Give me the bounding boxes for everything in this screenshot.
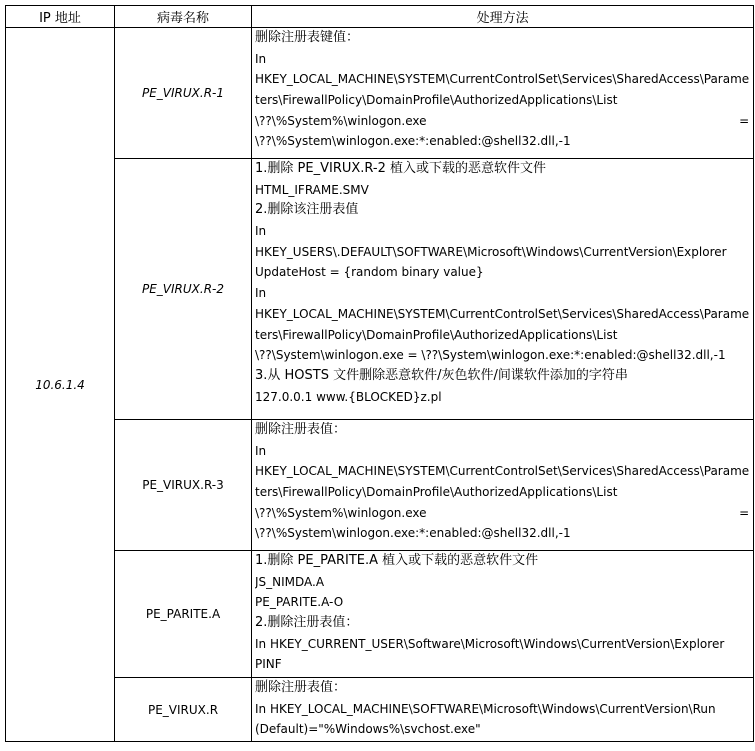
header-row xyxy=(6,6,754,28)
method-line: HKEY_LOCAL_MACHINE\SYSTEM\CurrentControlSet\Services\SharedAccess\Parame xyxy=(255,72,750,87)
virus-name-cell: PE_PARITE.A xyxy=(115,551,252,678)
virus-name-cell: PE_VIRUX.R xyxy=(115,678,252,742)
method-line-left: \??\%System%\winlogon.exe xyxy=(255,113,427,128)
method-line: 删除注册表值： xyxy=(255,422,347,437)
method-line xyxy=(255,111,749,132)
method-line: 2.删除注册表值： xyxy=(255,615,359,631)
method-line: In xyxy=(255,51,267,66)
method-line: In xyxy=(255,286,267,301)
header-ip: IP 地址 xyxy=(6,6,115,28)
method-line-right: = xyxy=(739,505,750,520)
method-line: PE_PARITE.A-O xyxy=(255,595,344,610)
table-row xyxy=(6,551,754,678)
method-cell xyxy=(252,551,754,678)
method-line-left: \??\%System%\winlogon.exe xyxy=(255,505,427,520)
method-line: 2.删除该注册表值 xyxy=(255,202,359,218)
method-line: 删除注册表值： xyxy=(255,680,347,695)
method-line: 删除注册表键值： xyxy=(255,30,360,45)
virus-name-cell: PE_VIRUX.R-3 xyxy=(115,420,252,551)
method-line: In HKEY_CURRENT_USER\Software\Microsoft\Windows\CurrentVersion\Explorer xyxy=(255,636,725,651)
virus-name-cell: PE_VIRUX.R-1 xyxy=(115,28,252,159)
method-line: In xyxy=(255,443,267,458)
virus-name-cell: PE_VIRUX.R-2 xyxy=(115,159,252,420)
method-cell xyxy=(252,159,754,420)
method-line: ters\FirewallPolicy\DomainProfile\AuthorizedApplications\List xyxy=(255,485,618,500)
method-line: HKEY_LOCAL_MACHINE\SYSTEM\CurrentControlSet\Services\SharedAccess\Parame xyxy=(255,306,750,321)
table-row xyxy=(6,159,754,420)
method-line: UpdateHost = {random binary value} xyxy=(255,265,484,280)
method-line: ters\FirewallPolicy\DomainProfile\AuthorizedApplications\List xyxy=(255,93,618,108)
method-line: JS_NIMDA.A xyxy=(255,574,325,589)
table-row xyxy=(6,420,754,551)
method-line: HTML_IFRAME.SMV xyxy=(255,182,369,197)
method-line-right: = xyxy=(739,113,750,128)
method-line: In xyxy=(255,224,267,239)
method-line: 1.删除 PE_PARITE.A 植入或下载的恶意软件文件 xyxy=(255,553,539,568)
method-line: \??\System\winlogon.exe = \??\System\winlogon.exe:*:enabled:@shell32.dll,-1 xyxy=(255,348,726,363)
method-line: \??\%System\winlogon.exe:*:enabled:@shell32.dll,-1 xyxy=(255,526,571,541)
method-line: HKEY_USERS\.DEFAULT\SOFTWARE\Microsoft\Windows\CurrentVersion\Explorer xyxy=(255,244,727,259)
method-line: In HKEY_LOCAL_MACHINE\SOFTWARE\Microsoft\Windows\CurrentVersion\Run xyxy=(255,701,716,716)
method-line: HKEY_LOCAL_MACHINE\SYSTEM\CurrentControlSet\Services\SharedAccess\Parame xyxy=(255,464,750,479)
method-line: 3.从 HOSTS 文件删除恶意软件/灰色软件/间谍软件添加的字符串 xyxy=(255,367,628,383)
method-line: ters\FirewallPolicy\DomainProfile\AuthorizedApplications\List xyxy=(255,327,618,342)
table-row xyxy=(6,28,754,159)
method-line: 1.删除 PE_VIRUX.R-2 植入或下载的恶意软件文件 xyxy=(255,161,547,176)
method-line xyxy=(255,503,749,524)
table-row xyxy=(6,678,754,742)
header-virus-name: 病毒名称 xyxy=(115,6,252,28)
method-cell xyxy=(252,28,754,159)
method-cell xyxy=(252,420,754,551)
method-line: PINF xyxy=(255,657,282,672)
method-cell xyxy=(252,678,754,742)
ip-address-cell: 10.6.1.4 xyxy=(6,28,115,742)
method-line: \??\%System\winlogon.exe:*:enabled:@shell32.dll,-1 xyxy=(255,134,571,149)
method-line: 127.0.0.1 www.{BLOCKED}z.pl xyxy=(255,389,442,404)
virus-treatment-table xyxy=(5,5,754,742)
method-line: (Default)="%Windows%\svchost.exe" xyxy=(255,722,481,737)
header-method: 处理方法 xyxy=(252,6,754,28)
